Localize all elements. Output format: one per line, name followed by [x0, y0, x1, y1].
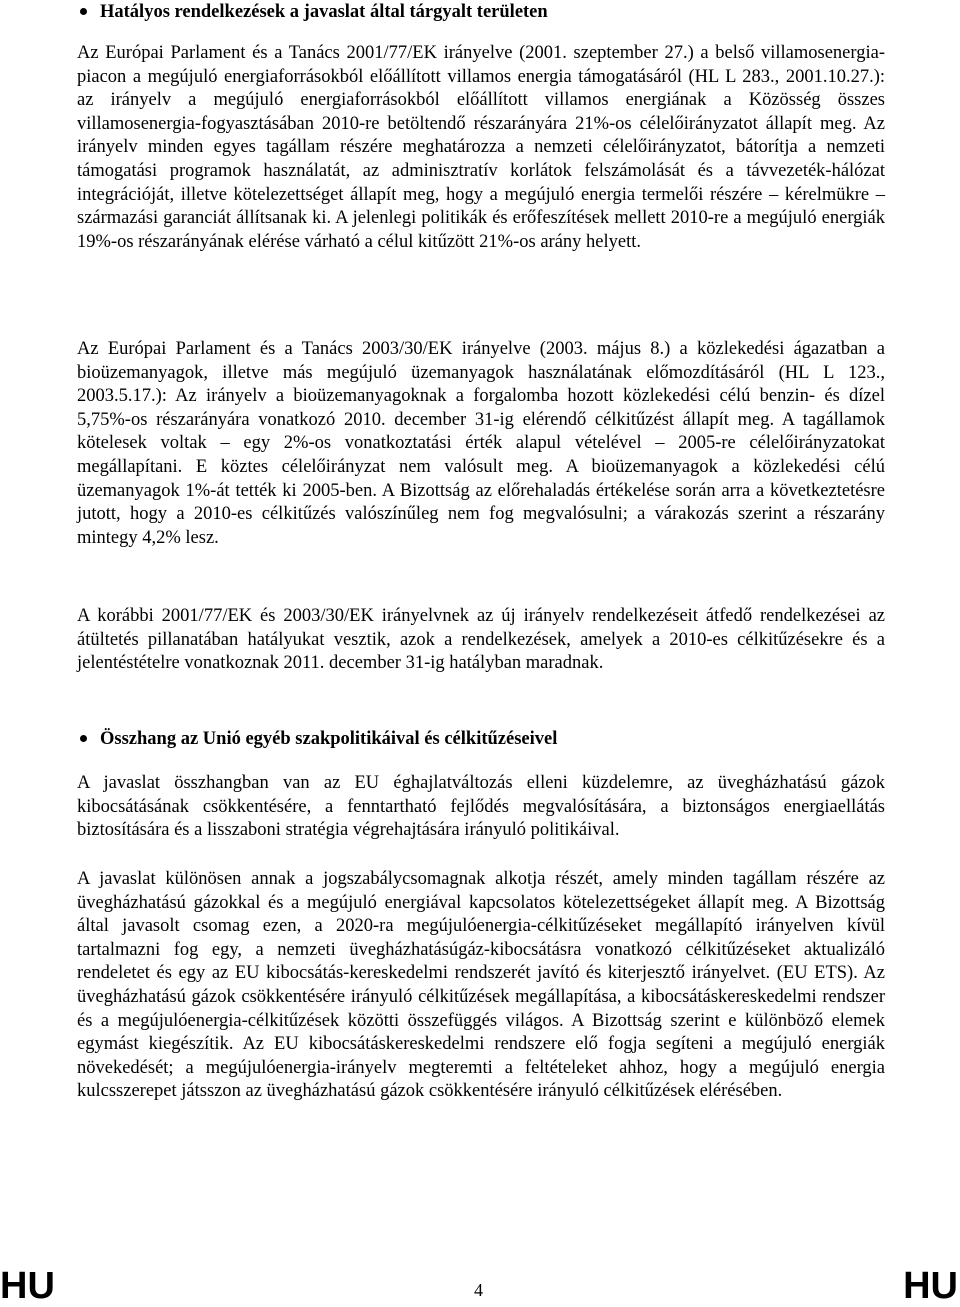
- section-heading-current-provisions: [100, 0, 548, 24]
- paragraph: A javaslat különösen annak a jogszabálycsomagnak alkotja részét, amely minden tagállam részére az üvegházhatású gázokkal és a megújuló energiával kapcsolatos kötelezettségeket állapít meg. A Bizottság által javasolt csomag ezen, a 2020-ra megújulóenergia-célkitűzéseket megállapító irányelven kívül tartalmazni fog egy, a nemzeti üvegházhatásúgáz-kibocsátásra vonatkozó célkitűzéseket aktualizáló rendeletet és egy az EU kibocsátás-kereskedelmi rendszerét javító és kiterjesztő irányelvet. (EU ETS). Az üvegházhatású gázok csökkentésére irányuló célkitűzések megállapítása, a kibocsátáskereskedelmi rendszer és a megújulóenergia-célkitűzések közötti összefüggés világos. A Bizottság szerint e különböző elemek egymást kiegészítik. Az EU kibocsátáskereskedelmi rendszere elő fogja segíteni a megújuló energiák növekedését; a megújulóenergia-irányelv megteremti a feltételeket ahhoz, hogy a megújuló energia kulcsszerepet játsszon az üvegházhatású gázok csökkentésére irányuló célkitűzések elérésében.: [77, 869, 885, 1102]
- paragraph: Az Európai Parlament és a Tanács 2001/77/EK irányelve (2001. szeptember 27.) a belső villamosenergia-piacon a megújuló energiaforrásokból előállított villamos energia támogatásáról (HL L 283., 2001.10.27.): az irányelv a megújuló energiaforrásokból előállított villamos energiának a Közösség összes villamosenergia-fogyasztásában 2010-re betöltendő részarányára 21%-os célelőirányzatot állapít meg. Az irányelv minden egyes tagállam részére meghatározza a nemzeti célelőirányzatot, bátorítja a nemzeti támogatási programok használatát, az adminisztratív korlátok felszámolását és a távvezeték-hálózat integrációját, illetve kötelezettséget állapít meg, hogy a megújuló energia termelői részére – kérelmükre – származási garanciát állítsanak ki. A jelenlegi politikák és erőfeszítések mellett 2010-re a megújuló energiák 19%-os részarányának elérése várható a célul kitűzött 21%-os arány helyett.: [77, 43, 885, 252]
- footer-language-code-right: HU: [903, 1265, 958, 1307]
- bullet-icon: [80, 8, 87, 15]
- paragraph: A korábbi 2001/77/EK és 2003/30/EK irányelvnek az új irányelv rendelkezéseit átfedő rendelkezései az átültetés pillanatában hatályukat vesztik, azok a rendelkezések, amelyek a 2010-es célkitűzésekre és a jelentéstételre vonatkoznak 2011. december 31-ig hatályban maradnak.: [77, 606, 885, 674]
- paragraph: A javaslat összhangban van az EU éghajlatváltozás elleni küzdelemre, az üvegházhatású gázok kibocsátásának csökkentésére, a fenntartható fejlődés megvalósítására, a biztonságos energiaellátás biztosítására és a lisszaboni stratégia végrehajtására irányuló politikáival.: [77, 773, 885, 841]
- page-number: 4: [474, 1280, 483, 1300]
- section-heading-consistency: [100, 727, 557, 751]
- heading-text: Összhang az Unió egyéb szakpolitikáival és célkitűzéseivel: [100, 729, 558, 749]
- bullet-icon: [80, 735, 87, 742]
- paragraph: Az Európai Parlament és a Tanács 2003/30/EK irányelve (2003. május 8.) a közlekedési ágazatban a bioüzemanyagok, illetve más megújuló üzemanyagok használatának előmozdításáról (HL L 123., 2003.5.17.): Az irányelv a bioüzemanyagoknak a forgalomba hozott közlekedési célú benzin- és dízel 5,75%-os részarányára vonatkozó 2010. december 31-ig elérendő célkitűzést állapít meg. A tagállamok kötelesek voltak – egy 2%-os vonatkoztatási érték alapul vételével – 2005-re célelőirányzatokat megállapítani. E köztes célelőirányzat nem valósult meg. A bioüzemanyagok a közlekedési célú üzemanyagok 1%-át tették ki 2005-ben. A Bizottság az előrehaladás értékelése során arra a következtetésre jutott, hogy a 2010-es célkitűzés valószínűleg nem fog megvalósulni; a várakozás szerint a részarány mintegy 4,2% lesz.: [77, 339, 885, 548]
- footer-language-code-left: HU: [0, 1265, 55, 1307]
- heading-text: Hatályos rendelkezések a javaslat által tárgyalt területen: [100, 2, 548, 22]
